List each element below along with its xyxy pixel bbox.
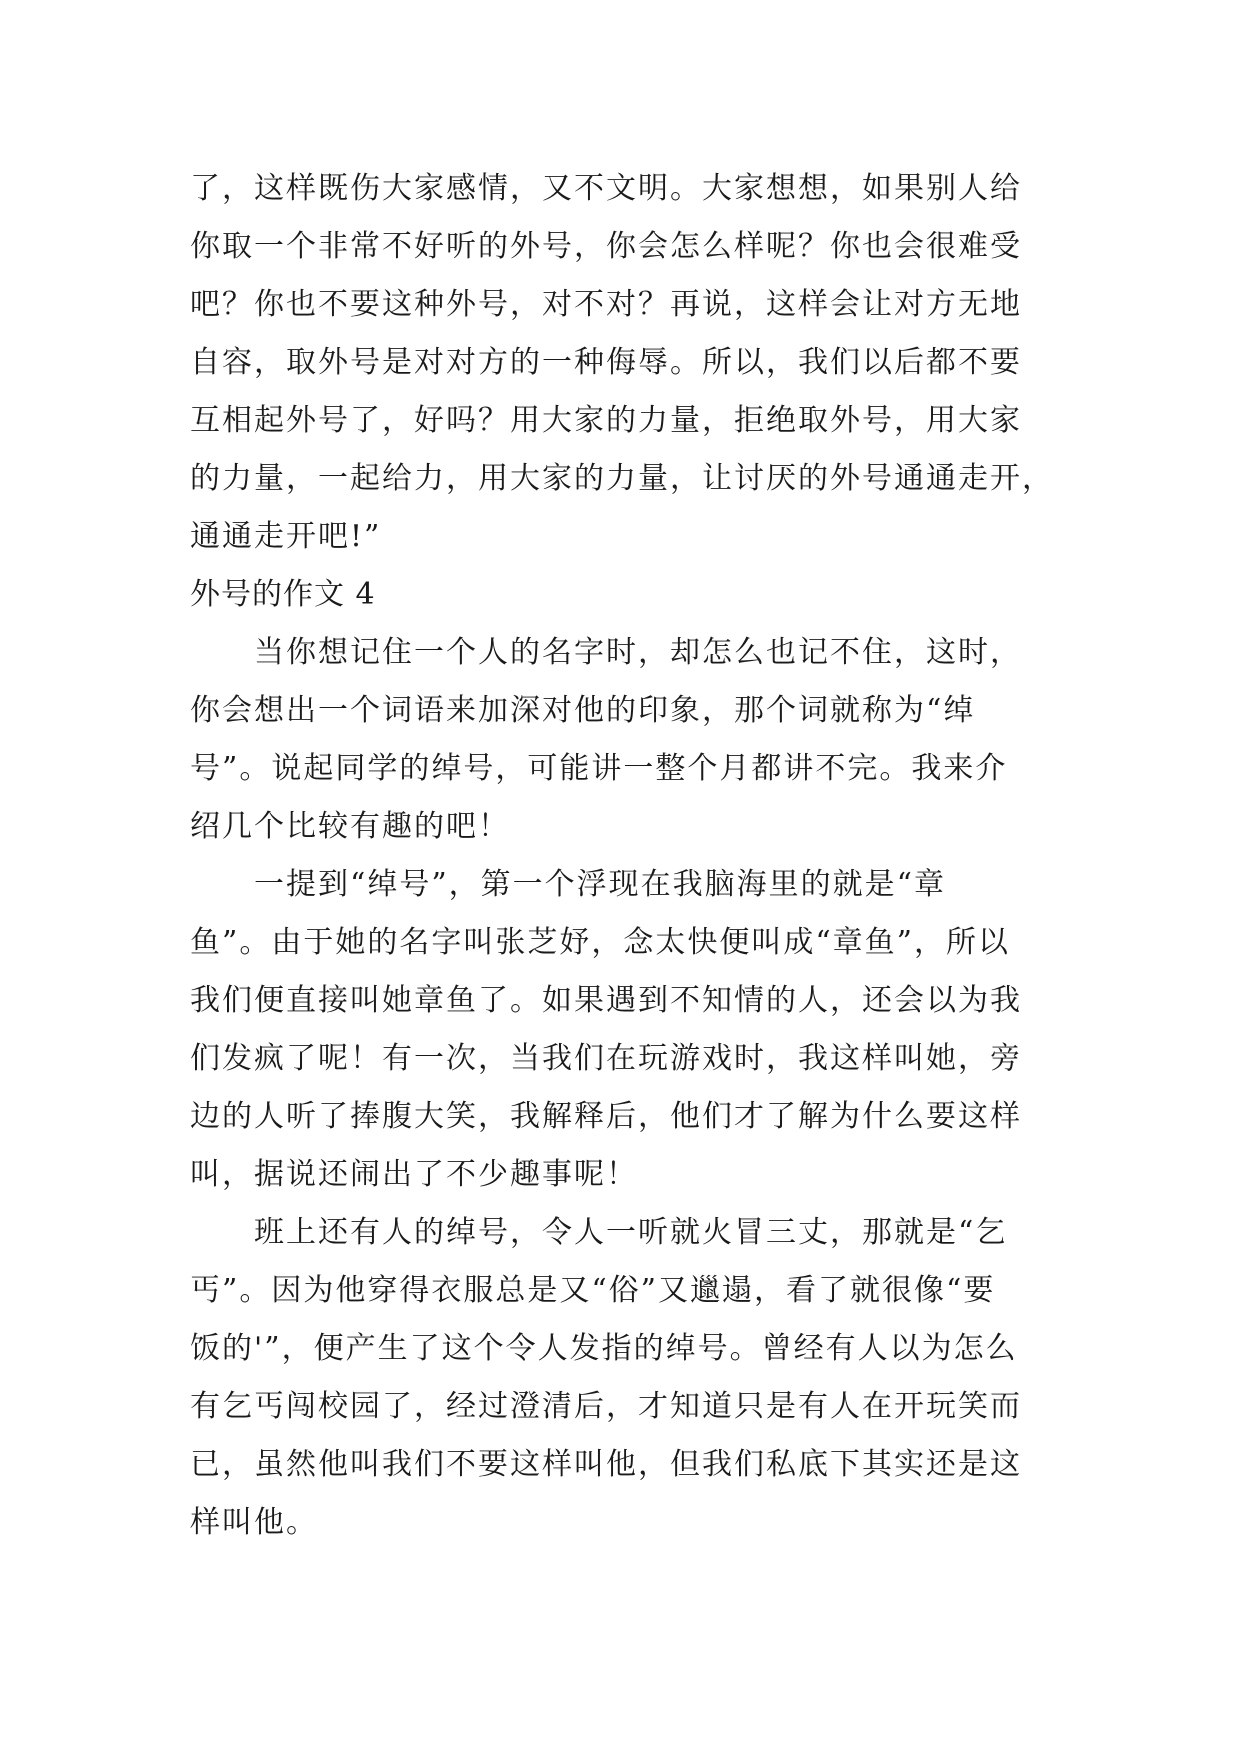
paragraph-first-line: 班上还有人的绰号，令人一听就火冒三丈，那就是“乞 [254, 1215, 1008, 1250]
document-page [190, 160, 1060, 1552]
text-line: 通通走开吧!” [190, 519, 382, 554]
text-line: 绍几个比较有趣的吧！ [190, 809, 510, 844]
text-line: 们发疯了呢！有一次，当我们在玩游戏时，我这样叫她，旁 [190, 1041, 1022, 1076]
text-line: 的力量，一起给力，用大家的力量，让讨厌的外号通通走开， [190, 461, 1054, 496]
paragraph-first-line: 一提到“绰号”，第一个浮现在我脑海里的就是“章 [254, 867, 947, 902]
text-line: 鱼”。由于她的名字叫张芝妤，念太快便叫成“章鱼”，所以 [190, 925, 1011, 960]
paragraph-first-line: 当你想记住一个人的名字时，却怎么也记不住，这时， [254, 635, 1022, 670]
text-line: 自容，取外号是对对方的一种侮辱。所以，我们以后都不要 [190, 345, 1022, 380]
text-line: 饭的'”，便产生了这个令人发指的绰号。曾经有人以为怎么 [190, 1331, 1018, 1366]
text-line: 边的人听了捧腹大笑，我解释后，他们才了解为什么要这样 [190, 1099, 1022, 1134]
text-line: 互相起外号了，好吗？用大家的力量，拒绝取外号，用大家 [190, 403, 1022, 438]
text-line: 号”。说起同学的绰号，可能讲一整个月都讲不完。我来介 [190, 751, 1008, 786]
text-line: 你取一个非常不好听的外号，你会怎么样呢？你也会很难受 [190, 229, 1022, 264]
text-line: 已，虽然他叫我们不要这样叫他，但我们私底下其实还是这 [190, 1447, 1022, 1482]
text-line: 叫，据说还闹出了不少趣事呢！ [190, 1157, 638, 1192]
text-line: 吧？你也不要这种外号，对不对？再说，这样会让对方无地 [190, 287, 1022, 322]
text-line: 丐”。因为他穿得衣服总是又“俗”又邋遢，看了就很像“要 [190, 1273, 996, 1308]
text-line: 样叫他。 [190, 1505, 318, 1540]
text-line: 我们便直接叫她章鱼了。如果遇到不知情的人，还会以为我 [190, 983, 1022, 1018]
text-line: 你会想出一个词语来加深对他的印象，那个词就称为“绰 [190, 693, 976, 728]
text-line: 了，这样既伤大家感情，又不文明。大家想想，如果别人给 [190, 171, 1022, 206]
section-heading: 外号的作文 4 [190, 577, 376, 612]
text-line: 有乞丐闯校园了，经过澄清后，才知道只是有人在开玩笑而 [190, 1389, 1022, 1424]
